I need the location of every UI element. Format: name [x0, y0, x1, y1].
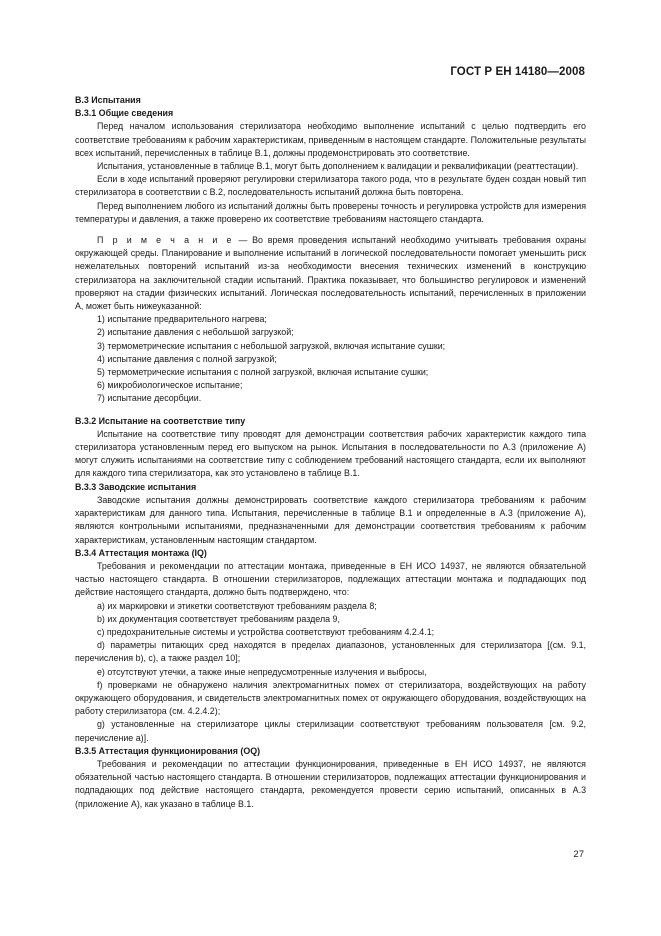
paragraph: Испытания, установленные в таблице В.1, могут быть дополнением к валидации и реквалификации (реаттестации). — [97, 161, 579, 172]
list-item: 3) термометрические испытания с небольшой загрузкой, включая испытание сушки; — [97, 340, 446, 351]
list-item: b) их документация соответствует требованиям раздела 9, — [97, 613, 340, 624]
paragraph: Если в ходе испытаний проверяют регулировки стерилизатора такого рода, что в результате буден создан новый тип стерилизатора в соответствии с В.2, последовательность испытаний должна быть повторена. — [75, 174, 586, 198]
paragraph: Перед выполнением любого из испытаний должны быть проверены точность и регулировка устройств для измерения температуры и давления, а также проверено их соответствие требованиям настоящего стандарта. — [75, 200, 586, 224]
paragraph: Испытание на соответствие типу проводят для демонстрации соответствия рабочих характеристик каждого типа стерилизатора установленным перед его выпуском на рынок. Испытания в последовательности по А.3 (приложение А) могут служить испытаниями на соответствие типу с соблюдением требований настоящего стандарта, если их выполняют для каждого типа стерилизатора, как это установлено в таблице В.1. — [75, 428, 586, 479]
paragraph: Требования и рекомендации по аттестации функционирования, приведенные в ЕН ИСО 14937, не являются обязательной частью настоящего стандарта. В отношении стерилизаторов, подлежащих аттестации функционирования и подпадающих под действие настоящего стандарта, рекомендуется провести серию испытаний, описанных в А.3 (приложение А), как указано в таблице В.1. — [75, 758, 586, 809]
list-item: 1) испытание предварительного нагрева; — [97, 314, 267, 325]
paragraph: Перед началом использования стерилизатора необходимо выполнение испытаний с целью подтвердить его соответствие требованиям к рабочим характеристикам, приведенным в настоящем стандарте. Положительные результаты всех испытаний, перечисленных в таблице В.1, должны продемонстрировать это соответствие. — [75, 121, 586, 158]
list-item: а) их маркировки и этикетки соответствуют требованиям раздела 8; — [97, 600, 377, 611]
note-label: П р и м е ч а н и е — [97, 235, 234, 246]
list-item: c) предохранительные системы и устройства соответствуют требованиям 4.2.4.1; — [97, 626, 435, 637]
list-item: 2) испытание давления с небольшой загрузкой; — [97, 327, 294, 338]
list-item: g) установленные на стерилизаторе циклы стерилизации соответствуют требованиям пользователя [см. 9.2, перечисление а)]. — [75, 719, 586, 743]
section-b3-title: В.3 Испытания — [75, 95, 141, 105]
section-b35-title: В.3.5 Аттестация функционирования (OQ) — [75, 745, 261, 756]
list-item: d) параметры питающих сред находятся в пределах диапазонов, установленных для стерилизатора [(см. 9.1, перечисления b), c), а также раздел 10]; — [75, 640, 586, 664]
list-item: 6) микробиологическое испытание; — [97, 380, 243, 391]
paragraph: Требования и рекомендации по аттестации монтажа, приведенные в ЕН ИСО 14937, не являются обязательной частью настоящего стандарта. В отношении стерилизаторов, подлежащих аттестации монтажа и подпадающих под действие настоящего стандарта, должно быть подтверждено, что: — [75, 560, 586, 598]
list-item: 7) испытание десорбции. — [97, 393, 202, 404]
page-number: 27 — [573, 849, 584, 860]
standard-header: ГОСТ Р ЕН 14180—2008 — [450, 66, 585, 78]
section-b31-title: В.3.1 Общие сведения — [75, 108, 174, 119]
section-b34-title: В.3.4 Аттестация монтажа (IQ) — [75, 547, 207, 558]
list-item: е) отсутствуют утечки, а также иные непредусмотренные излучения и выбросы, — [97, 666, 427, 677]
section-b33-title: В.3.3 Заводские испытания — [75, 481, 197, 492]
note-text: — Во время проведения испытаний необходимо учитывать требования охраны окружающей среды. Планирование и выполнение испытаний в логической последовательности помогает уменьшить риск нежелательных повторений испытаний из-за необходимости внесения технических изменений в конструкцию стерилизатора на заключительной стадии испытаний. Практика показывает, что большинство регулировок и изменений проверяют на стадии физических испытаний. Логическая последовательность испытаний, перечисленных в приложении А, может быть нижеуказанной: — [75, 235, 586, 312]
list-item: f) проверками не обнаружено наличия электромагнитных помех от стерилизатора, воздействующих на работу окружающего оборудования, и свидетельств электромагнитных помех от окружающего оборудования, воздействующих на работу стерилизатора (см. 4.2.4.2); — [75, 679, 586, 717]
list-item: 5) термометрические испытания с полной загрузкой, включая испытание сушки; — [97, 367, 429, 378]
note — [75, 234, 586, 313]
section-b32-title: В.3.2 Испытание на соответствие типу — [75, 415, 246, 426]
list-item: 4) испытание давления с полной загрузкой; — [97, 353, 277, 364]
document-body — [75, 94, 586, 811]
paragraph: Заводские испытания должны демонстрировать соответствие каждого стерилизатора требованиям к рабочим характеристикам для данного типа. Испытания, перечисленные в таблице В.1 и определенные в А.3 (приложение А), являются контрольными испытаниями, предназначенными для демонстрации соответствия требованиям к рабочим характеристикам, установленным настоящим стандартом. — [75, 494, 586, 545]
